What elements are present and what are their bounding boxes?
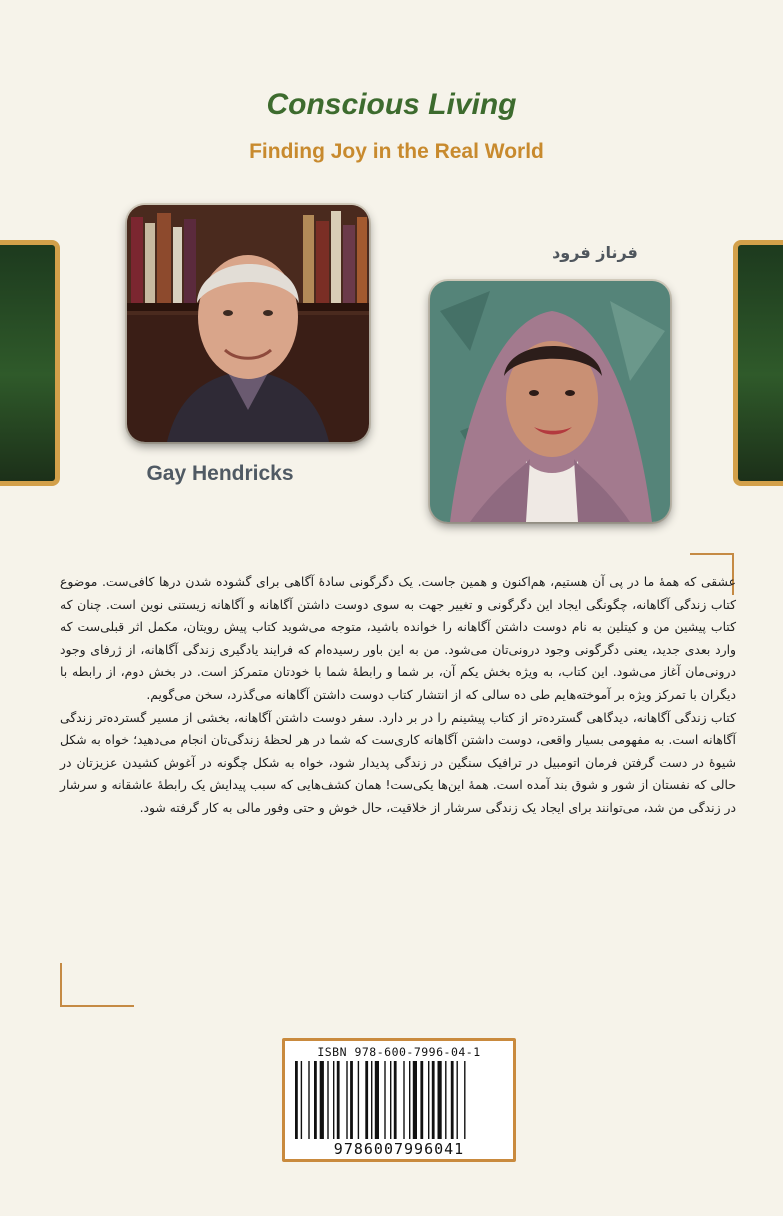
back-cover-blurb [60,571,736,820]
author-portrait-image [127,205,369,442]
book-subtitle: Finding Joy in the Real World [249,140,544,163]
translator-photo [430,281,670,522]
barcode-icon [295,1061,503,1139]
translator-portrait-image [430,281,670,522]
decorative-corner-bottom [60,963,134,1007]
isbn-label: ISBN 978-600-7996-04-1 [317,1045,481,1059]
translator-name: فرناز فرود [552,243,638,262]
book-title: Conscious Living [266,88,517,121]
right-edge-panel [733,240,783,486]
isbn-digits: 9786007996041 [333,1140,465,1158]
blurb-paragraph-1: عشقی که همهٔ ما در پی آن هستیم، هم‌اکنون و همین جاست. یک دگرگونی سادهٔ آگاهی برای گشوده شدن درها کافی‌ست. موضوع کتاب زندگی آگاهانه، چگونگی ایجاد این دگرگونی و تغییر جهت به سوی دوست داشتن آگاهانه و آگاهانه زیستنی نوین است. چنان که کتاب پیشین من و کیتلین به نام دوست داشتن آگاهانه را خوانده باشید، متوجه می‌شوید کتاب پیش رویتان، مکمل اثر قبلی‌ست که وارد بعدی جدید، یعنی دگرگونی وجود درونی‌تان می‌شود. من به این باور رسیده‌ام که فرایند یادگیری زندگی آگاهانه، از ژرفای وجود درونی‌مان آغاز می‌شود. این کتاب، به ویژه بخش یکم آن، بر شما و رابطهٔ شما با خودتان متمرکز است. در بخش دوم، از رابطه با دیگران با تمرکز ویژه بر آموخته‌هایم طی ده سالی که از انتشار کتاب دوست داشتن آگاهانه می‌گذرد، سخن می‌گویم. [60,574,736,702]
left-edge-panel [0,240,60,486]
blurb-paragraph-2: کتاب زندگی آگاهانه، دیدگاهی گسترده‌تر از کتاب پیشینم را در بر دارد. سفر دوست داشتن آگاهانه، بخشی از مسیر گسترده‌تر زندگی آگاهانه است. به مفهومی بسیار واقعی، دوست داشتن آگاهانه کاری‌ست که شما در هر لحظهٔ زندگی‌تان انجام می‌دهید؛ خواه به شکل شیوهٔ در دست گرفتن فرمان اتومبیل در ترافیک سنگین در زندگی پدیدار شود، خواه به شکل چگونه در آغوش کشیدن عزیزتان در حالی که نفستان از شور و شوق بند آمده است. همهٔ این‌ها یکی‌ست! همان کشف‌هایی که سبب پیدایش یک رابطهٔ عاشقانه و سرشار در زندگی من شد، می‌توانند برای ایجاد یک زندگی سرشار از خلاقیت، حال خوش و حتی وفور مالی به کار گرفته شود. [60,709,736,815]
author-photo [127,205,369,442]
barcode-box [282,1038,516,1162]
author-name: Gay Hendricks [146,462,294,485]
